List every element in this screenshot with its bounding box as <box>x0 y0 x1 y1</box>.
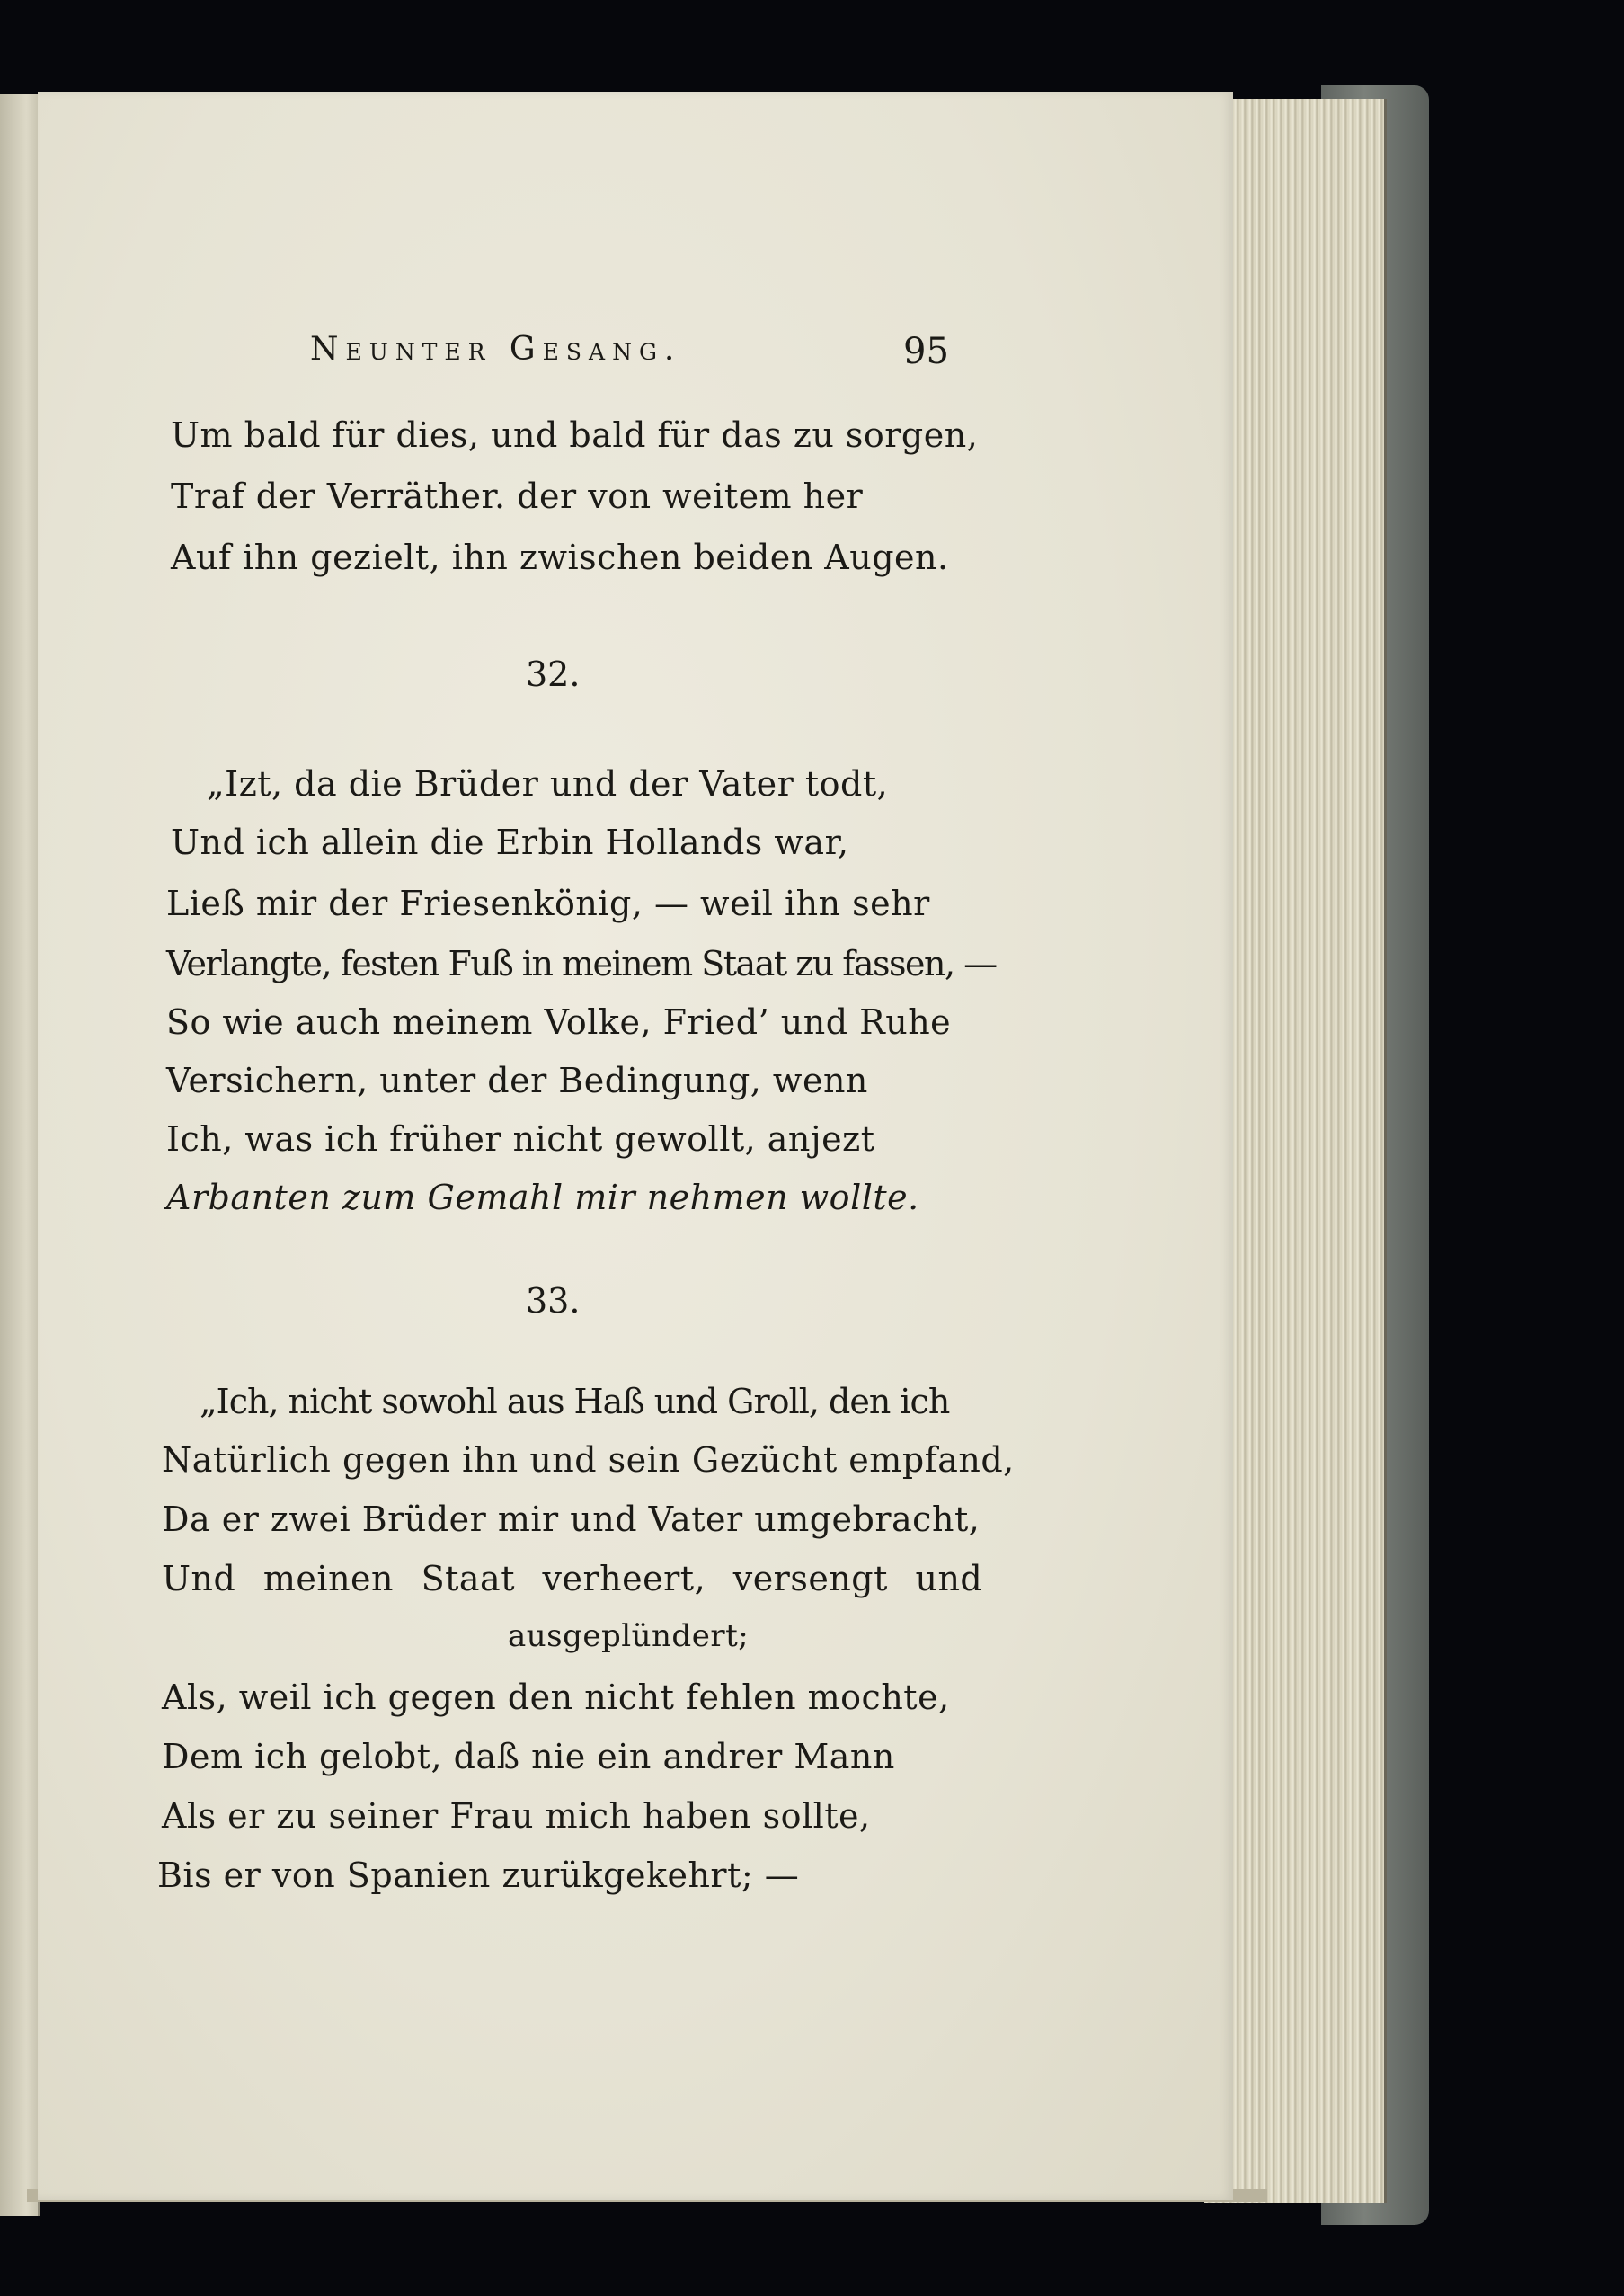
verse-line: Da er zwei Brüder mir und Vater umgebracht, <box>162 1500 981 1539</box>
verse-line: Traf der Verräther. der von weitem her <box>171 476 864 516</box>
verse-line: Ließ mir der Friesenkönig, — weil ihn sehr <box>166 884 930 923</box>
verse-line: Bis er von Spanien zurükgekehrt; — <box>157 1855 800 1895</box>
verse-line: Arbanten zum Gemahl mir nehmen wollte. <box>166 1178 919 1217</box>
verse-line: Als, weil ich gegen den nicht fehlen mochte, <box>162 1678 950 1717</box>
verse-line: Um bald für dies, und bald für das zu sorgen, <box>171 415 979 455</box>
verse-line: „Izt, da die Brüder und der Vater todt, <box>207 764 889 804</box>
verse-line: Und ich allein die Erbin Hollands war, <box>171 823 849 862</box>
running-title: Neunter Gesang. <box>310 331 682 368</box>
verse-line: Als er zu seiner Frau mich haben sollte, <box>162 1796 871 1836</box>
stanza-number: 32. <box>526 654 581 694</box>
verse-line: Ich, was ich früher nicht gewollt, anjezt <box>166 1119 875 1159</box>
verse-line: Auf ihn gezielt, ihn zwischen beiden Augen. <box>171 538 949 577</box>
verse-line: „Ich, nicht sowohl aus Haß und Groll, den ich <box>200 1382 950 1421</box>
verse-line: Versichern, unter der Bedingung, wenn <box>166 1061 868 1100</box>
verse-line: Natürlich gegen ihn und sein Gezücht empfand, <box>162 1440 1015 1480</box>
facing-page-edge <box>0 94 40 2216</box>
verse-line-continuation: ausgeplündert; <box>508 1618 750 1654</box>
page-number: 95 <box>903 331 949 372</box>
verse-line: Verlangte, festen Fuß in meinem Staat zu fassen, — <box>166 944 997 983</box>
verse-line: Dem ich gelobt, daß nie ein andrer Mann <box>162 1737 895 1776</box>
stanza-number: 33. <box>526 1281 581 1321</box>
verse-line: So wie auch meinem Volke, Fried’ und Ruhe <box>166 1002 952 1042</box>
verse-line: Und meinen Staat verheert, versengt und <box>162 1559 983 1598</box>
